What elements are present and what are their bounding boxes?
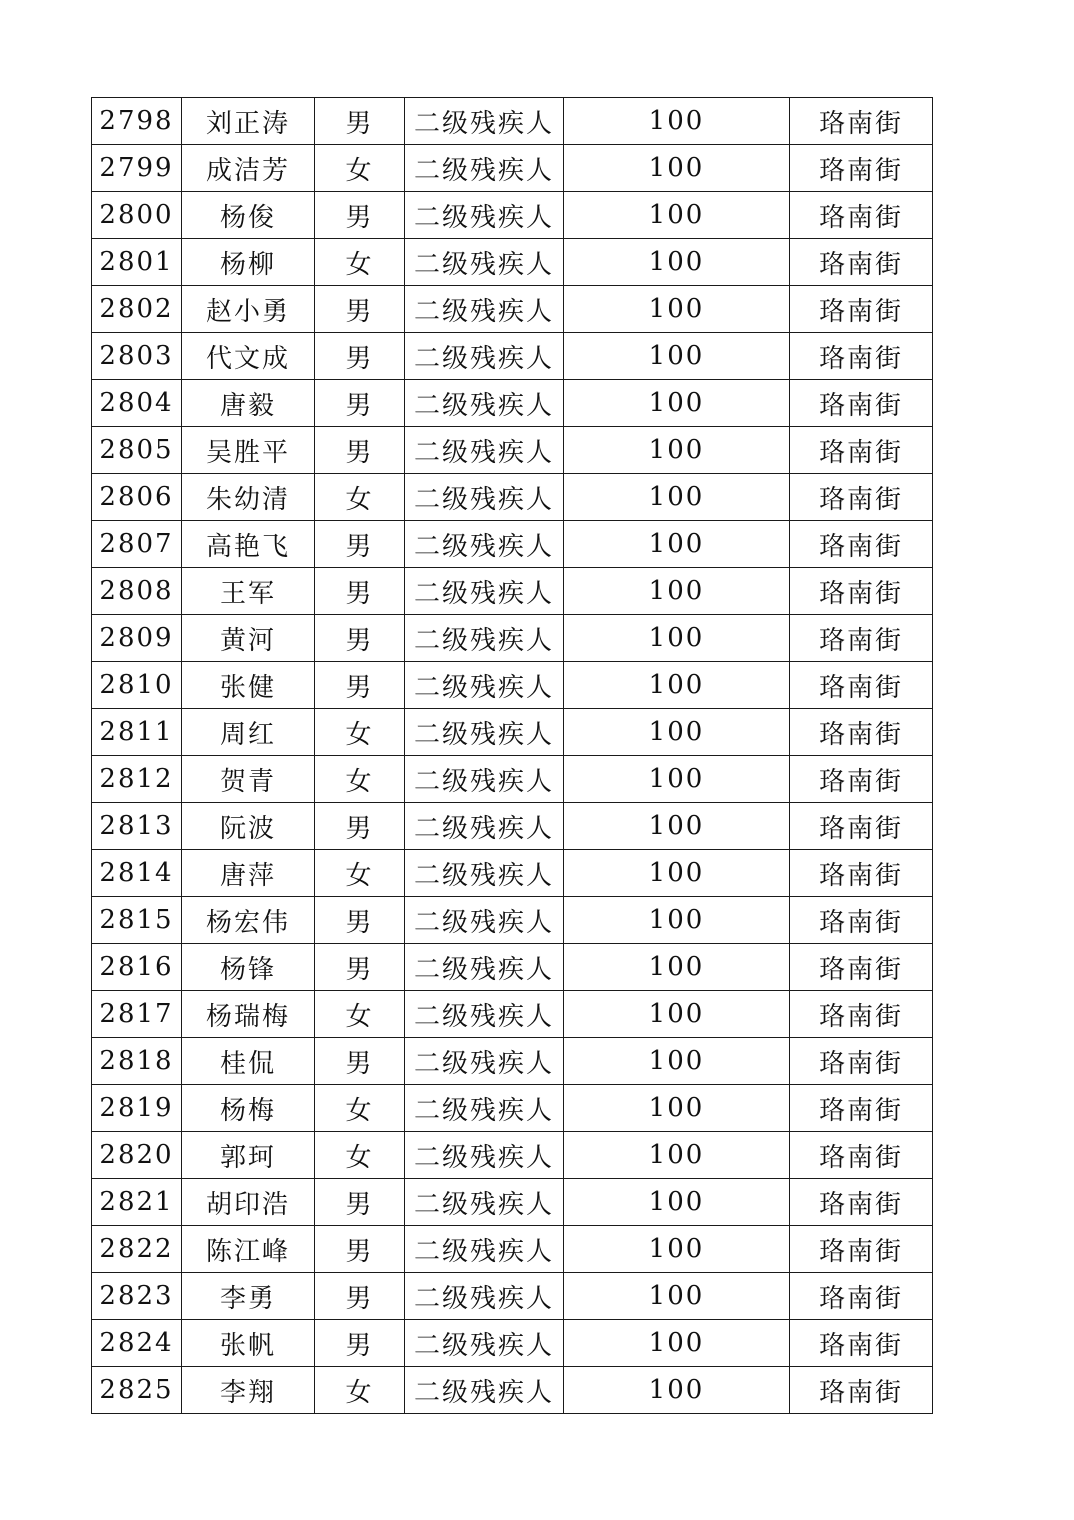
street-cell: 珞南街	[790, 474, 933, 521]
table-row	[92, 1273, 933, 1320]
gender-cell: 男	[315, 568, 405, 615]
name-cell: 唐萍	[182, 850, 315, 897]
table-row	[92, 474, 933, 521]
street-cell: 珞南街	[790, 850, 933, 897]
street-cell: 珞南街	[790, 1179, 933, 1226]
gender-cell: 女	[315, 756, 405, 803]
disability-level-cell: 二级残疾人	[405, 286, 564, 333]
table-row	[92, 756, 933, 803]
amount-cell: 100	[564, 709, 790, 756]
name-cell: 杨柳	[182, 239, 315, 286]
disability-level-cell: 二级残疾人	[405, 568, 564, 615]
name-cell: 张健	[182, 662, 315, 709]
row-number-cell: 2811	[92, 709, 182, 756]
disability-level-cell: 二级残疾人	[405, 145, 564, 192]
row-number-cell: 2804	[92, 380, 182, 427]
name-cell: 杨俊	[182, 192, 315, 239]
row-number-cell: 2805	[92, 427, 182, 474]
name-cell: 贺青	[182, 756, 315, 803]
street-cell: 珞南街	[790, 897, 933, 944]
gender-cell: 女	[315, 1132, 405, 1179]
table-row	[92, 333, 933, 380]
disability-level-cell: 二级残疾人	[405, 615, 564, 662]
disability-level-cell: 二级残疾人	[405, 427, 564, 474]
table-row	[92, 239, 933, 286]
disability-level-cell: 二级残疾人	[405, 991, 564, 1038]
row-number-cell: 2816	[92, 944, 182, 991]
row-number-cell: 2823	[92, 1273, 182, 1320]
table-row	[92, 803, 933, 850]
table-row	[92, 850, 933, 897]
table-row	[92, 1226, 933, 1273]
gender-cell: 男	[315, 1320, 405, 1367]
gender-cell: 男	[315, 427, 405, 474]
gender-cell: 男	[315, 192, 405, 239]
disability-level-cell: 二级残疾人	[405, 1038, 564, 1085]
street-cell: 珞南街	[790, 1320, 933, 1367]
street-cell: 珞南街	[790, 98, 933, 145]
row-number-cell: 2807	[92, 521, 182, 568]
gender-cell: 男	[315, 944, 405, 991]
disability-level-cell: 二级残疾人	[405, 1132, 564, 1179]
amount-cell: 100	[564, 662, 790, 709]
table-row	[92, 98, 933, 145]
amount-cell: 100	[564, 1273, 790, 1320]
gender-cell: 男	[315, 803, 405, 850]
table-row	[92, 192, 933, 239]
gender-cell: 女	[315, 239, 405, 286]
name-cell: 张帆	[182, 1320, 315, 1367]
row-number-cell: 2808	[92, 568, 182, 615]
gender-cell: 男	[315, 662, 405, 709]
row-number-cell: 2814	[92, 850, 182, 897]
street-cell: 珞南街	[790, 1132, 933, 1179]
name-cell: 王军	[182, 568, 315, 615]
gender-cell: 男	[315, 98, 405, 145]
street-cell: 珞南街	[790, 192, 933, 239]
disability-level-cell: 二级残疾人	[405, 1179, 564, 1226]
amount-cell: 100	[564, 286, 790, 333]
street-cell: 珞南街	[790, 333, 933, 380]
table-row	[92, 897, 933, 944]
amount-cell: 100	[564, 1226, 790, 1273]
name-cell: 黄河	[182, 615, 315, 662]
amount-cell: 100	[564, 991, 790, 1038]
gender-cell: 男	[315, 1226, 405, 1273]
row-number-cell: 2809	[92, 615, 182, 662]
amount-cell: 100	[564, 1132, 790, 1179]
street-cell: 珞南街	[790, 709, 933, 756]
row-number-cell: 2798	[92, 98, 182, 145]
disability-level-cell: 二级残疾人	[405, 850, 564, 897]
street-cell: 珞南街	[790, 615, 933, 662]
amount-cell: 100	[564, 1320, 790, 1367]
disability-level-cell: 二级残疾人	[405, 380, 564, 427]
name-cell: 成洁芳	[182, 145, 315, 192]
street-cell: 珞南街	[790, 1367, 933, 1414]
street-cell: 珞南街	[790, 944, 933, 991]
row-number-cell: 2799	[92, 145, 182, 192]
street-cell: 珞南街	[790, 380, 933, 427]
street-cell: 珞南街	[790, 1085, 933, 1132]
roster-table	[91, 97, 933, 1414]
amount-cell: 100	[564, 615, 790, 662]
name-cell: 杨锋	[182, 944, 315, 991]
name-cell: 陈江峰	[182, 1226, 315, 1273]
disability-level-cell: 二级残疾人	[405, 1320, 564, 1367]
name-cell: 代文成	[182, 333, 315, 380]
row-number-cell: 2812	[92, 756, 182, 803]
disability-level-cell: 二级残疾人	[405, 98, 564, 145]
name-cell: 朱幼清	[182, 474, 315, 521]
name-cell: 桂侃	[182, 1038, 315, 1085]
name-cell: 高艳飞	[182, 521, 315, 568]
gender-cell: 男	[315, 897, 405, 944]
amount-cell: 100	[564, 568, 790, 615]
disability-level-cell: 二级残疾人	[405, 803, 564, 850]
name-cell: 周红	[182, 709, 315, 756]
row-number-cell: 2819	[92, 1085, 182, 1132]
gender-cell: 女	[315, 1085, 405, 1132]
table-row	[92, 709, 933, 756]
gender-cell: 女	[315, 991, 405, 1038]
street-cell: 珞南街	[790, 662, 933, 709]
gender-cell: 男	[315, 1038, 405, 1085]
row-number-cell: 2820	[92, 1132, 182, 1179]
table-row	[92, 1038, 933, 1085]
gender-cell: 女	[315, 145, 405, 192]
disability-level-cell: 二级残疾人	[405, 756, 564, 803]
table-row	[92, 991, 933, 1038]
disability-level-cell: 二级残疾人	[405, 897, 564, 944]
table-row	[92, 1085, 933, 1132]
street-cell: 珞南街	[790, 1273, 933, 1320]
name-cell: 李翔	[182, 1367, 315, 1414]
amount-cell: 100	[564, 1085, 790, 1132]
table-row	[92, 427, 933, 474]
disability-level-cell: 二级残疾人	[405, 1085, 564, 1132]
disability-level-cell: 二级残疾人	[405, 1226, 564, 1273]
row-number-cell: 2815	[92, 897, 182, 944]
name-cell: 赵小勇	[182, 286, 315, 333]
table-row	[92, 662, 933, 709]
gender-cell: 男	[315, 1179, 405, 1226]
street-cell: 珞南街	[790, 568, 933, 615]
name-cell: 杨梅	[182, 1085, 315, 1132]
table-row	[92, 1320, 933, 1367]
amount-cell: 100	[564, 333, 790, 380]
amount-cell: 100	[564, 944, 790, 991]
amount-cell: 100	[564, 474, 790, 521]
amount-cell: 100	[564, 850, 790, 897]
amount-cell: 100	[564, 427, 790, 474]
name-cell: 唐毅	[182, 380, 315, 427]
disability-level-cell: 二级残疾人	[405, 1273, 564, 1320]
table-row	[92, 568, 933, 615]
gender-cell: 女	[315, 1367, 405, 1414]
amount-cell: 100	[564, 1038, 790, 1085]
amount-cell: 100	[564, 239, 790, 286]
row-number-cell: 2800	[92, 192, 182, 239]
row-number-cell: 2818	[92, 1038, 182, 1085]
name-cell: 刘正涛	[182, 98, 315, 145]
amount-cell: 100	[564, 380, 790, 427]
disability-level-cell: 二级残疾人	[405, 944, 564, 991]
disability-level-cell: 二级残疾人	[405, 1367, 564, 1414]
table-row	[92, 615, 933, 662]
amount-cell: 100	[564, 803, 790, 850]
name-cell: 胡印浩	[182, 1179, 315, 1226]
row-number-cell: 2810	[92, 662, 182, 709]
amount-cell: 100	[564, 98, 790, 145]
disability-level-cell: 二级残疾人	[405, 239, 564, 286]
table-row	[92, 145, 933, 192]
amount-cell: 100	[564, 521, 790, 568]
disability-level-cell: 二级残疾人	[405, 192, 564, 239]
name-cell: 吴胜平	[182, 427, 315, 474]
gender-cell: 男	[315, 1273, 405, 1320]
row-number-cell: 2813	[92, 803, 182, 850]
disability-level-cell: 二级残疾人	[405, 474, 564, 521]
gender-cell: 男	[315, 333, 405, 380]
street-cell: 珞南街	[790, 145, 933, 192]
row-number-cell: 2817	[92, 991, 182, 1038]
street-cell: 珞南街	[790, 991, 933, 1038]
street-cell: 珞南街	[790, 1038, 933, 1085]
disability-level-cell: 二级残疾人	[405, 662, 564, 709]
gender-cell: 女	[315, 850, 405, 897]
table-row	[92, 1132, 933, 1179]
row-number-cell: 2801	[92, 239, 182, 286]
gender-cell: 女	[315, 709, 405, 756]
amount-cell: 100	[564, 897, 790, 944]
amount-cell: 100	[564, 1367, 790, 1414]
amount-cell: 100	[564, 756, 790, 803]
gender-cell: 男	[315, 380, 405, 427]
roster-body	[92, 98, 933, 1414]
amount-cell: 100	[564, 1179, 790, 1226]
row-number-cell: 2803	[92, 333, 182, 380]
street-cell: 珞南街	[790, 1226, 933, 1273]
amount-cell: 100	[564, 192, 790, 239]
name-cell: 郭珂	[182, 1132, 315, 1179]
name-cell: 李勇	[182, 1273, 315, 1320]
street-cell: 珞南街	[790, 239, 933, 286]
row-number-cell: 2821	[92, 1179, 182, 1226]
street-cell: 珞南街	[790, 286, 933, 333]
name-cell: 杨瑞梅	[182, 991, 315, 1038]
row-number-cell: 2825	[92, 1367, 182, 1414]
disability-level-cell: 二级残疾人	[405, 521, 564, 568]
gender-cell: 男	[315, 615, 405, 662]
street-cell: 珞南街	[790, 803, 933, 850]
table-row	[92, 521, 933, 568]
gender-cell: 女	[315, 474, 405, 521]
gender-cell: 男	[315, 286, 405, 333]
table-row	[92, 1367, 933, 1414]
disability-level-cell: 二级残疾人	[405, 333, 564, 380]
name-cell: 阮波	[182, 803, 315, 850]
street-cell: 珞南街	[790, 521, 933, 568]
street-cell: 珞南街	[790, 756, 933, 803]
row-number-cell: 2806	[92, 474, 182, 521]
table-row	[92, 380, 933, 427]
gender-cell: 男	[315, 521, 405, 568]
table-row	[92, 944, 933, 991]
disability-level-cell: 二级残疾人	[405, 709, 564, 756]
row-number-cell: 2802	[92, 286, 182, 333]
name-cell: 杨宏伟	[182, 897, 315, 944]
amount-cell: 100	[564, 145, 790, 192]
table-row	[92, 286, 933, 333]
row-number-cell: 2824	[92, 1320, 182, 1367]
street-cell: 珞南街	[790, 427, 933, 474]
table-row	[92, 1179, 933, 1226]
row-number-cell: 2822	[92, 1226, 182, 1273]
